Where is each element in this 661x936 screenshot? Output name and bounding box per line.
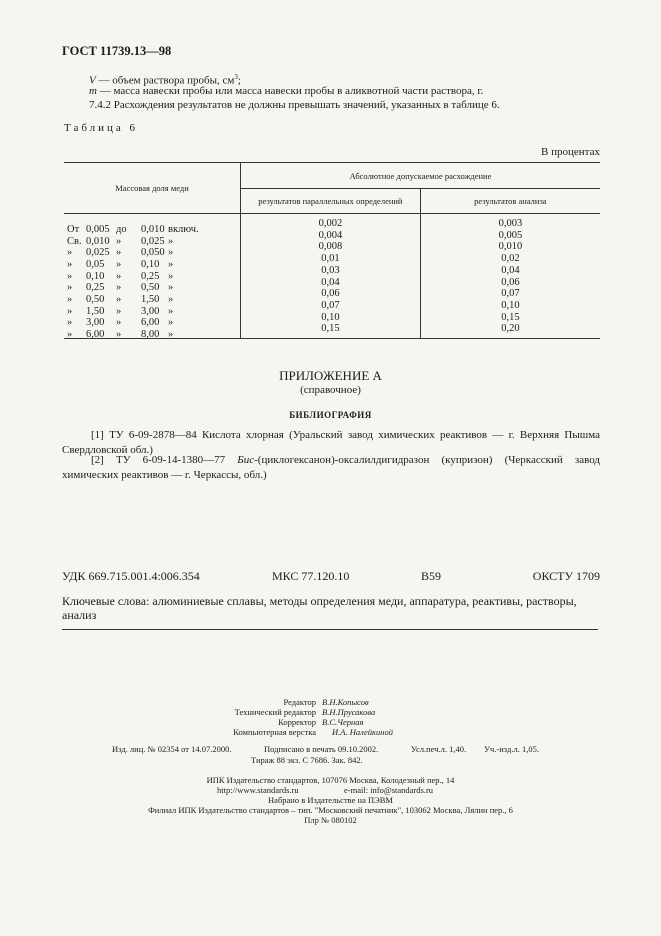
table-row [64, 288, 600, 300]
variable-text: — объем раствора пробы, см [95, 74, 235, 87]
udk-code: УДК 669.715.001.4:006.354 [62, 569, 200, 583]
cell-parallel: 0,10 [241, 312, 421, 324]
range-from: 0,005 [86, 223, 110, 235]
bib-entry-lead: [2] ТУ 6-09-14-1380—77 [91, 454, 238, 466]
cell-analysis: 0,02 [501, 253, 520, 265]
variable-definition-m [89, 84, 483, 99]
range-suffix: » [168, 329, 174, 341]
range-suffix: » [168, 305, 174, 317]
credit-name: В.Н.Прусакова [322, 707, 376, 717]
table-body [64, 214, 600, 339]
imprint-email: e-mail: info@standards.ru [344, 785, 434, 795]
range-to: 3,00 [141, 305, 160, 317]
variable-superscript: 3 [234, 73, 238, 81]
range-from: 0,05 [86, 258, 105, 270]
variable-tail: ; [237, 74, 241, 87]
cell-fraction-range [64, 312, 241, 329]
cell-analysis: 0,04 [501, 264, 520, 276]
range-to: 6,00 [141, 317, 160, 329]
cell-parallel: 0,01 [241, 253, 421, 265]
bib-entry-italic: Бис [237, 454, 255, 466]
range-prefix: » [67, 305, 73, 317]
cell-fraction-range [64, 253, 241, 270]
appendix-title: ПРИЛОЖЕНИЕ А [279, 368, 382, 383]
table-row [64, 241, 600, 253]
table-row [64, 312, 600, 324]
cell-analysis: 0,003 [498, 218, 523, 229]
cell-parallel: 0,03 [241, 265, 421, 277]
bibliography-entry-1: [1] ТУ 6-09-2878—84 Кислота хлорная (Уральский завод химических реактивов — г. Верхняя Пышма Свердловской обл.) [62, 429, 600, 456]
range-prefix: » [67, 247, 73, 259]
credit-role: Редактор [283, 697, 316, 707]
range-to-word: » [116, 270, 122, 282]
range-to-word: » [116, 329, 122, 341]
okstu-code: ОКСТУ 1709 [532, 569, 600, 583]
imprint-branch: Филиал ИПК Издательство стандартов – тип. "Московский печатник", 103062 Москва, Лялин пер., 6 [148, 805, 513, 815]
group-code: В59 [421, 569, 442, 583]
table-unit-note: В процентах [541, 146, 600, 158]
table-6 [64, 162, 600, 339]
range-from: 0,50 [86, 294, 105, 306]
range-to: 8,00 [141, 329, 160, 341]
range-suffix: » [168, 317, 174, 329]
range-prefix: » [67, 282, 73, 294]
range-from: 1,50 [86, 305, 105, 317]
range-from: 6,00 [86, 329, 105, 341]
credit-role: Корректор [278, 717, 316, 727]
range-suffix: » [168, 294, 174, 306]
col-header-fraction: Массовая доля меди [64, 163, 241, 214]
range-to-word: » [116, 258, 122, 270]
cell-fraction-range [64, 230, 241, 247]
credit-role: Технический редактор [234, 707, 316, 717]
cell-fraction-range [64, 265, 241, 282]
cell-fraction-range [64, 300, 241, 317]
range-suffix: » [168, 258, 174, 270]
range-suffix: » [168, 235, 174, 247]
range-to: 0,025 [141, 235, 165, 247]
range-from: 0,25 [86, 282, 105, 294]
clause-7-4-2: 7.4.2 Расхождения результатов не должны превышать значений, указанных в таблице 6. [89, 99, 500, 111]
bibliography-entry-2 [62, 453, 600, 482]
credit-name: И.А. Налейкиной [332, 727, 393, 737]
cell-analysis: 0,010 [498, 241, 523, 253]
table-row [64, 214, 600, 230]
imprint-run: Тираж 88 экз. С 7686. Зак. 842. [251, 755, 363, 765]
bib-entry-rest: -(циклогексанон)-оксалилдигидразон (купризон) (Черкасский завод химических реактивов — г. Черкассы, обл.) [62, 454, 600, 481]
credit-name: В.С.Черная [322, 717, 364, 727]
table-row [64, 300, 600, 312]
imprint-pub-sheets: Уч.-изд.л. 1,05. [484, 744, 539, 754]
cell-fraction-range [64, 288, 241, 306]
cell-parallel: 0,04 [241, 277, 421, 289]
cell-analysis: 0,10 [501, 299, 520, 311]
range-suffix: » [168, 247, 174, 259]
range-to-word: » [116, 305, 122, 317]
range-prefix: От [67, 223, 80, 235]
range-prefix: » [67, 294, 73, 306]
col-header-analysis: результатов анализа [420, 189, 600, 214]
mks-code: МКС 77.120.10 [272, 569, 350, 583]
range-to-word: » [116, 317, 122, 329]
range-prefix: » [67, 329, 73, 341]
cell-fraction-range [64, 323, 241, 341]
cell-analysis: 0,005 [498, 229, 523, 241]
cell-parallel: 0,15 [241, 323, 421, 338]
range-to-word: » [116, 282, 122, 294]
imprint-web: http://www.standards.ru [217, 785, 299, 795]
cell-fraction-range [64, 241, 241, 259]
imprint-typeset: Набрано в Издательстве на ПЭВМ [268, 795, 393, 805]
col-header-parallel: результатов параллельных определений [241, 189, 421, 214]
imprint-license: Изд. лиц. № 02354 от 14.07.2000. [112, 744, 232, 754]
range-from: 0,10 [86, 270, 105, 282]
range-suffix: » [168, 270, 174, 282]
appendix-subtitle: (справочное) [300, 384, 361, 396]
table-row [64, 230, 600, 242]
variable-text: — масса навески пробы или масса навески пробы в аликвотной части раствора, г. [96, 85, 484, 97]
col-header-group: Абсолютное допускаемое расхождение [241, 163, 601, 189]
range-prefix: » [67, 317, 73, 329]
table-row [64, 265, 600, 277]
cell-parallel: 0,004 [241, 230, 421, 242]
cell-fraction-range [64, 277, 241, 294]
range-from: 0,010 [86, 235, 110, 247]
cell-analysis: 0,07 [501, 288, 520, 300]
range-suffix: включ. [168, 223, 199, 235]
range-to-word: » [116, 235, 122, 247]
range-prefix: Св. [67, 235, 82, 247]
imprint-print-sheets: Усл.печ.л. 1,40. [411, 744, 467, 754]
imprint-publisher: ИПК Издательство стандартов, 107076 Москва, Колодезный пер., 14 [206, 775, 455, 785]
range-suffix: » [168, 282, 174, 294]
imprint-plr: Плр № 080102 [304, 815, 357, 825]
range-to-word: до [116, 223, 127, 235]
range-prefix: » [67, 270, 73, 282]
credit-role: Компьютерная верстка [233, 727, 316, 737]
cell-analysis: 0,06 [501, 276, 520, 288]
divider-line [62, 629, 598, 630]
range-to: 0,10 [141, 258, 160, 270]
bibliography-title: БИБЛИОГРАФИЯ [289, 410, 372, 420]
variable-symbol: m [89, 85, 97, 97]
cell-fraction-range [64, 214, 241, 235]
range-to-word: » [116, 294, 122, 306]
imprint-signed: Подписано в печать 09.10.2002. [264, 744, 379, 754]
table-caption: Таблица 6 [64, 122, 139, 134]
table-row [64, 323, 600, 338]
cell-parallel: 0,002 [241, 214, 421, 230]
range-from: 0,025 [86, 247, 110, 259]
range-from: 3,00 [86, 317, 105, 329]
range-to: 0,010 [141, 223, 165, 235]
table-row [64, 277, 600, 289]
range-to: 1,50 [141, 294, 160, 306]
table-row [64, 253, 600, 265]
range-to: 0,50 [141, 282, 160, 294]
range-to: 0,25 [141, 270, 160, 282]
credit-name: В.Н.Копысов [322, 697, 369, 707]
range-prefix: » [67, 258, 73, 270]
cell-parallel: 0,06 [241, 288, 421, 300]
cell-parallel: 0,07 [241, 300, 421, 312]
cell-analysis: 0,20 [420, 323, 600, 338]
range-to-word: » [116, 247, 122, 259]
range-to: 0,050 [141, 247, 165, 259]
cell-parallel: 0,008 [241, 241, 421, 253]
document-number: ГОСТ 11739.13—98 [62, 44, 172, 58]
keywords: Ключевые слова: алюминиевые сплавы, методы определения меди, аппаратура, реактивы, растворы, анализ [62, 594, 577, 622]
cell-analysis: 0,15 [501, 311, 520, 323]
variable-symbol: V [89, 74, 96, 87]
